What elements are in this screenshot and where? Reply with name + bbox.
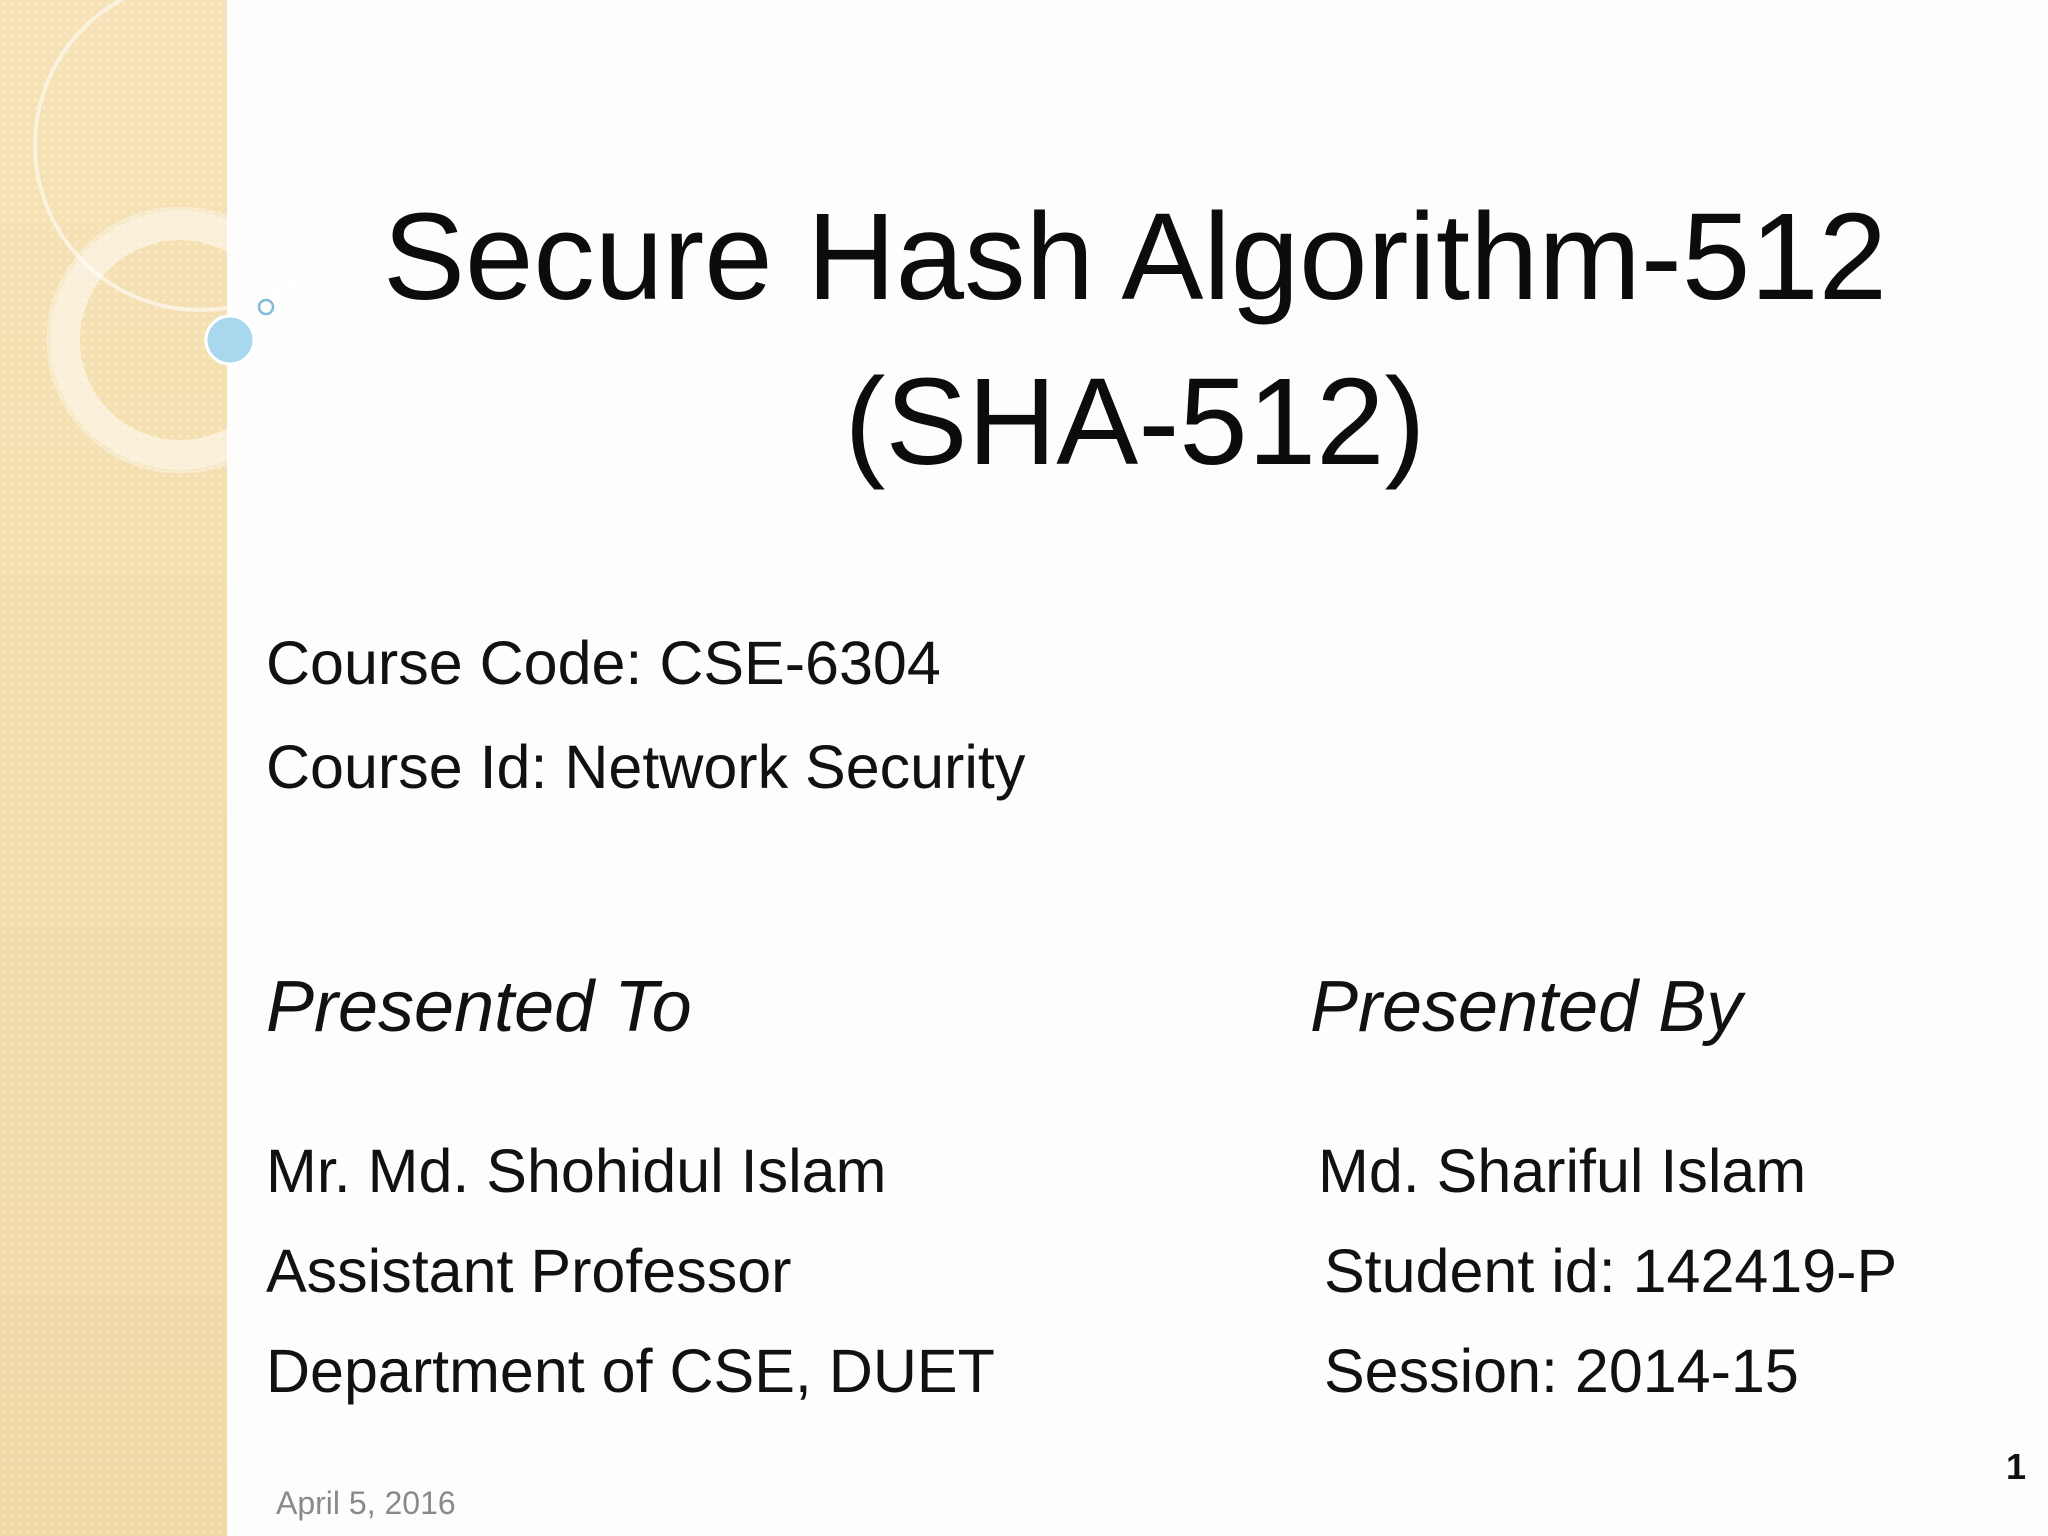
- supervisor-name: Mr. Md. Shohidul Islam: [266, 1137, 887, 1205]
- course-id: Course Id: Network Security: [266, 733, 1026, 801]
- title-line-2: (SHA-512): [844, 354, 1426, 491]
- presenter-session: Session: 2014-15: [1324, 1337, 1799, 1405]
- presented-to-heading: Presented To: [266, 967, 692, 1047]
- slide-title: [260, 175, 2010, 505]
- bubble-large: [206, 316, 254, 364]
- supervisor-department: Department of CSE, DUET: [266, 1337, 995, 1405]
- footer-date: April 5, 2016: [276, 1485, 456, 1521]
- presenter-student-id: Student id: 142419-P: [1324, 1237, 1898, 1305]
- supervisor-position: Assistant Professor: [266, 1237, 792, 1305]
- presenter-name: Md. Shariful Islam: [1318, 1137, 1807, 1205]
- page-number: 1: [2005, 1446, 2026, 1487]
- presented-by-heading: Presented By: [1310, 967, 1743, 1047]
- title-line-1: Secure Hash Algorithm-512: [382, 189, 1888, 326]
- course-code: Course Code: CSE-6304: [266, 629, 941, 697]
- decorative-rings-graphic: [0, 0, 300, 520]
